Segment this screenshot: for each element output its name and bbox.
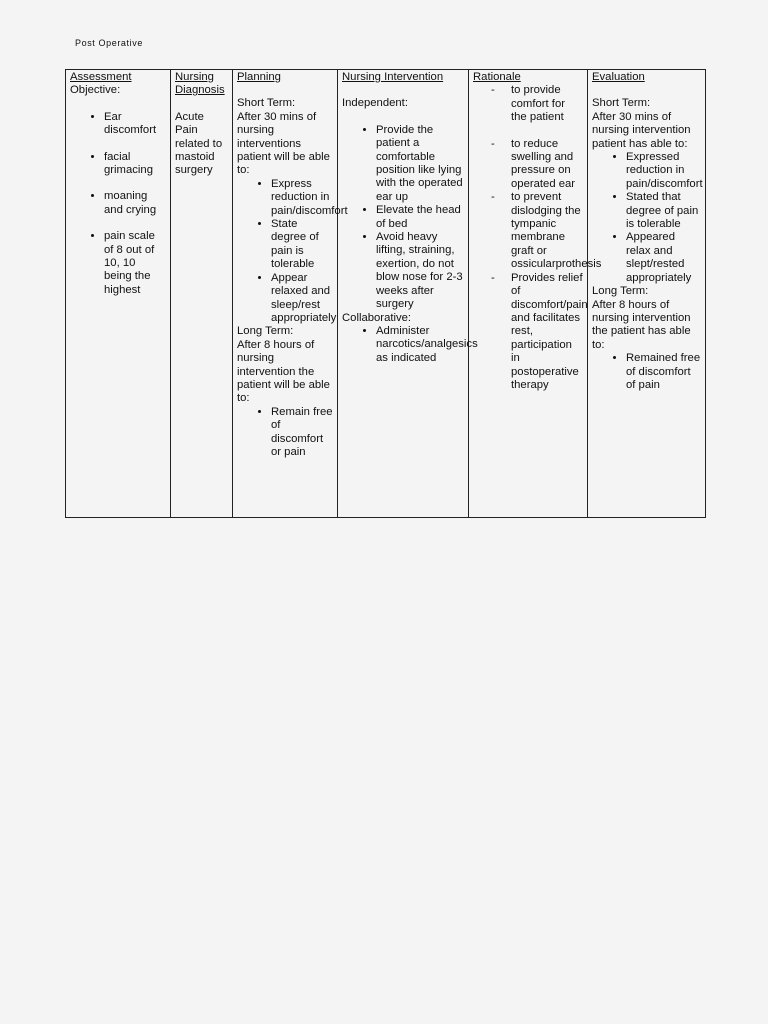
evaluation-short-list bbox=[592, 151, 701, 285]
list-item: • Avoid heavy lifting, straining, exertion, do not blow nose for 2-3 weeks after surgery bbox=[376, 231, 464, 311]
assessment-list bbox=[70, 111, 166, 297]
long-term-label: Long Term: bbox=[237, 325, 294, 338]
list-item: • Appeared relax and slept/rested appropriately bbox=[626, 231, 701, 285]
diagnosis-text: Acute Pain related to mastoid surgery bbox=[175, 110, 223, 177]
list-item: • State degree of pain is tolerable bbox=[271, 218, 333, 272]
list-item: • Administer narcotics/analgesics as indicated bbox=[376, 325, 464, 365]
long-term-label: Long Term: bbox=[592, 285, 649, 298]
page-title: Post Operative bbox=[75, 38, 143, 48]
list-item: • Provide the patient a comfortable position like lying with the operated ear up bbox=[376, 124, 464, 204]
planning-cell bbox=[233, 70, 348, 518]
diagnosis-cell bbox=[171, 70, 233, 518]
assessment-header: Assessment bbox=[70, 71, 132, 83]
list-item: • moaning and crying bbox=[104, 190, 166, 217]
evaluation-cell bbox=[588, 70, 706, 518]
intervention-header: Nursing Intervention bbox=[342, 71, 444, 83]
diagnosis-header: Nursing Diagnosis bbox=[175, 71, 225, 97]
rationale-cell bbox=[469, 70, 602, 518]
list-item: - Provides relief of discomfort/pain and facilitates rest, participation in postoperative therapy bbox=[511, 272, 583, 393]
planning-header: Planning bbox=[237, 71, 281, 83]
collaborative-list bbox=[342, 324, 478, 365]
independent-list bbox=[342, 124, 464, 312]
list-item: - to prevent dislodging the tympanic membrane graft or ossicularprothesis bbox=[511, 191, 583, 271]
long-term-intro: After 8 hours of nursing intervention the patient will be able to: bbox=[237, 338, 330, 405]
short-term-intro: After 30 mins of nursing interventions patient will be able to: bbox=[237, 110, 330, 177]
list-item: • Stated that degree of pain is tolerable bbox=[626, 191, 701, 231]
list-item: • facial grimacing bbox=[104, 151, 166, 178]
assessment-cell bbox=[66, 70, 171, 518]
long-term-intro: After 8 hours of nursing intervention the patient has able to: bbox=[592, 298, 691, 351]
list-item: • Ear discomfort bbox=[104, 111, 166, 138]
list-item: • Express reduction in pain/discomfort bbox=[271, 178, 333, 218]
list-item: • Expressed reduction in pain/discomfort bbox=[626, 151, 701, 191]
objective-label: Objective: bbox=[70, 84, 121, 97]
list-item: - to reduce swelling and pressure on operated ear bbox=[511, 138, 583, 192]
collaborative-label: Collaborative: bbox=[342, 311, 412, 324]
evaluation-long-list bbox=[592, 352, 701, 392]
short-term-label: Short Term: bbox=[592, 97, 651, 110]
nursing-care-plan-table bbox=[65, 69, 706, 518]
rationale-header: Rationale bbox=[473, 71, 521, 83]
planning-long-list bbox=[237, 406, 333, 460]
independent-label: Independent: bbox=[342, 97, 408, 110]
list-item: • pain scale of 8 out of 10, 10 being the highest bbox=[104, 230, 166, 297]
evaluation-header: Evaluation bbox=[592, 71, 645, 83]
short-term-intro: After 30 mins of nursing intervention patient has able to: bbox=[592, 110, 691, 150]
planning-short-list bbox=[237, 177, 348, 325]
list-item: • Remain free of discomfort or pain bbox=[271, 406, 333, 460]
list-item: • Appear relaxed and sleep/rest appropriately bbox=[271, 272, 333, 326]
intervention-cell bbox=[338, 70, 478, 518]
list-item: • Elevate the head of bed bbox=[376, 204, 464, 231]
short-term-label: Short Term: bbox=[237, 97, 296, 110]
table-row bbox=[66, 70, 706, 518]
list-item: • Remained free of discomfort of pain bbox=[626, 352, 701, 392]
rationale-list bbox=[473, 84, 602, 392]
list-item: - to provide comfort for the patient bbox=[511, 84, 583, 124]
